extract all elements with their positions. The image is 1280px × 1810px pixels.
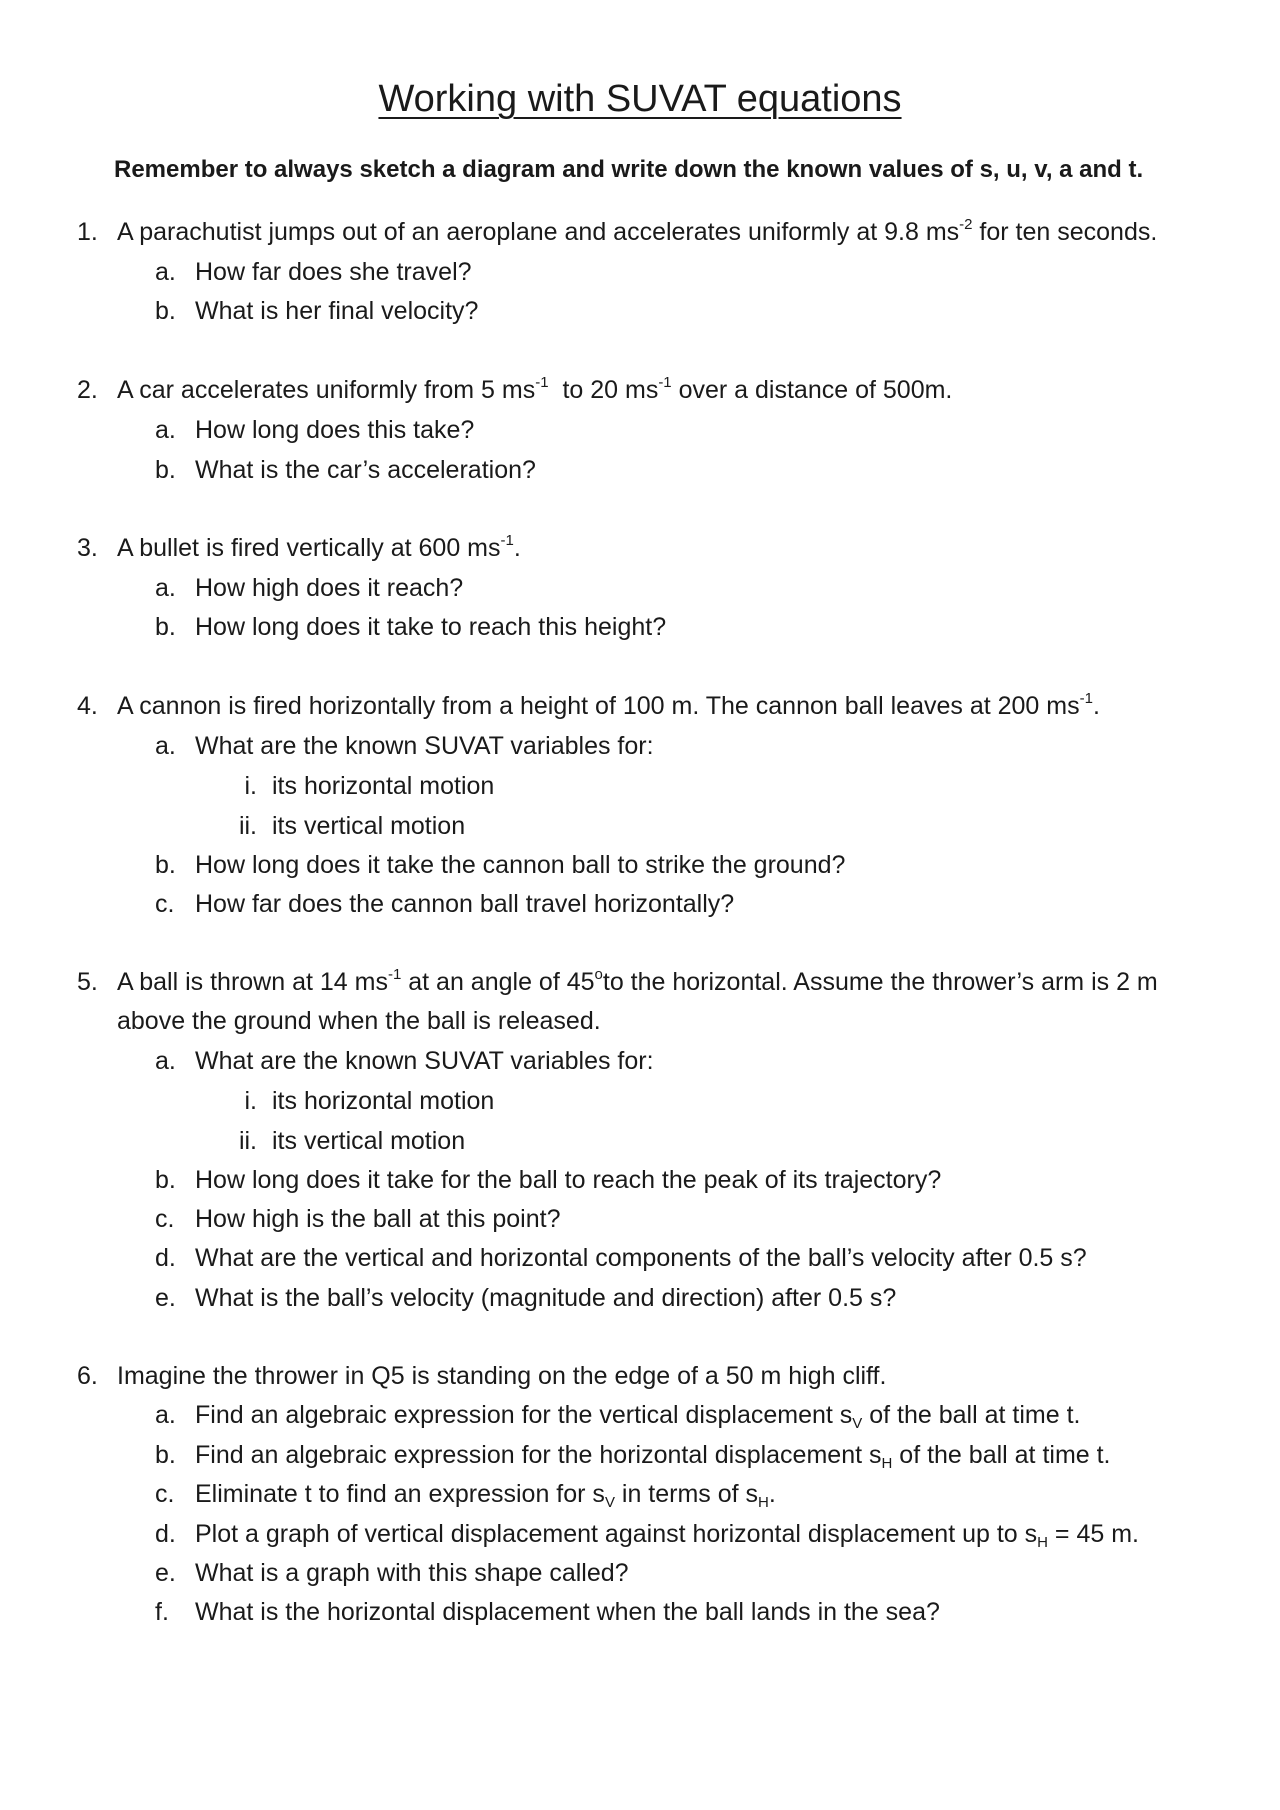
question-text: A cannon is fired horizontally from a height of 100 m. The cannon ball leaves at 200 $ms^{-1}$. [117, 690, 1100, 720]
part-text: How long does this take? [195, 416, 475, 444]
question-text-continued: above the ground when the ball is released. [117, 1007, 601, 1035]
part-text: How far does she travel? [195, 258, 472, 286]
subpart-label: ii. [238, 1127, 257, 1155]
subpart-text: its vertical motion [272, 812, 466, 840]
question-number: 6. [77, 1362, 98, 1390]
part-label: a. [155, 574, 176, 602]
part-text: Find an algebraic expression for the vertical displacement $s_V$ of the ball at time t. [195, 1401, 1081, 1432]
subpart-label: ii. [238, 812, 257, 840]
part-text: What is the horizontal displacement when the ball lands in the sea? [195, 1598, 940, 1626]
subpart-label: i. [244, 1087, 257, 1115]
part-label: c. [155, 890, 175, 918]
part-text: How high is the ball at this point? [195, 1205, 561, 1233]
part-text: What is the ball’s velocity (magnitude and direction) after 0.5 s? [195, 1284, 897, 1312]
part-text: What is her final velocity? [195, 297, 479, 325]
part-label: f. [155, 1598, 169, 1626]
part-label: a. [155, 1047, 176, 1075]
part-label: a. [155, 416, 176, 444]
part-text: How long does it take the cannon ball to strike the ground? [195, 851, 846, 879]
question-text: A car accelerates uniformly from 5 $ms^{-1}$ to 20 $ms^{-1}$ over a distance of 500m. [117, 374, 953, 404]
part-text: What are the known SUVAT variables for: [195, 732, 654, 760]
question-text: Imagine the thrower in Q5 is standing on the edge of a 50 m high cliff. [117, 1362, 887, 1390]
part-text: Eliminate t to find an expression for $s_V$ in terms of $s_H$. [195, 1480, 776, 1511]
part-text: How long does it take to reach this height? [195, 613, 667, 641]
part-label: b. [155, 851, 176, 879]
part-label: a. [155, 258, 176, 286]
reminder-note: Remember to always sketch a diagram and write down the known values of s, u, v, a and t. [114, 156, 1144, 183]
question-number: 1. [77, 218, 98, 246]
page-title: Working with SUVAT equations [378, 78, 902, 120]
part-label: c. [155, 1480, 175, 1508]
part-label: e. [155, 1559, 176, 1587]
question-text: A ball is thrown at 14 $ms^{-1}$ at an angle of 45$^o$to the horizontal. Assume the thrower’s arm is 2 m [117, 966, 1158, 996]
subpart-text: its horizontal motion [272, 772, 495, 800]
part-text: What are the known SUVAT variables for: [195, 1047, 654, 1075]
part-label: b. [155, 297, 176, 325]
part-label: a. [155, 1401, 176, 1429]
part-text: How long does it take for the ball to reach the peak of its trajectory? [195, 1166, 942, 1194]
part-label: b. [155, 1166, 176, 1194]
subpart-label: i. [244, 772, 257, 800]
part-text: What is a graph with this shape called? [195, 1559, 629, 1587]
part-text: What are the vertical and horizontal components of the ball’s velocity after 0.5 s? [195, 1244, 1087, 1272]
question-text: A bullet is fired vertically at 600 $ms^{-1}$. [117, 532, 521, 562]
part-label: e. [155, 1284, 176, 1312]
part-label: a. [155, 732, 176, 760]
part-text: Plot a graph of vertical displacement against horizontal displacement up to $s_H = 45$ m. [195, 1520, 1139, 1551]
question-number: 5. [77, 968, 98, 996]
question-number: 4. [77, 692, 98, 720]
question-text: A parachutist jumps out of an aeroplane and accelerates uniformly at 9.8 $ms^{-2}$ for ten seconds. [117, 216, 1158, 246]
part-label: b. [155, 613, 176, 641]
subpart-text: its vertical motion [272, 1127, 466, 1155]
part-text: How high does it reach? [195, 574, 464, 602]
part-label: b. [155, 456, 176, 484]
part-text: How far does the cannon ball travel horizontally? [195, 890, 735, 918]
part-text: Find an algebraic expression for the horizontal displacement $s_H$ of the ball at time t. [195, 1441, 1111, 1472]
question-number: 2. [77, 376, 98, 404]
part-text: What is the car’s acceleration? [195, 456, 536, 484]
part-label: b. [155, 1441, 176, 1469]
part-label: d. [155, 1520, 176, 1548]
question-number: 3. [77, 534, 98, 562]
part-label: d. [155, 1244, 176, 1272]
part-label: c. [155, 1205, 175, 1233]
subpart-text: its horizontal motion [272, 1087, 495, 1115]
